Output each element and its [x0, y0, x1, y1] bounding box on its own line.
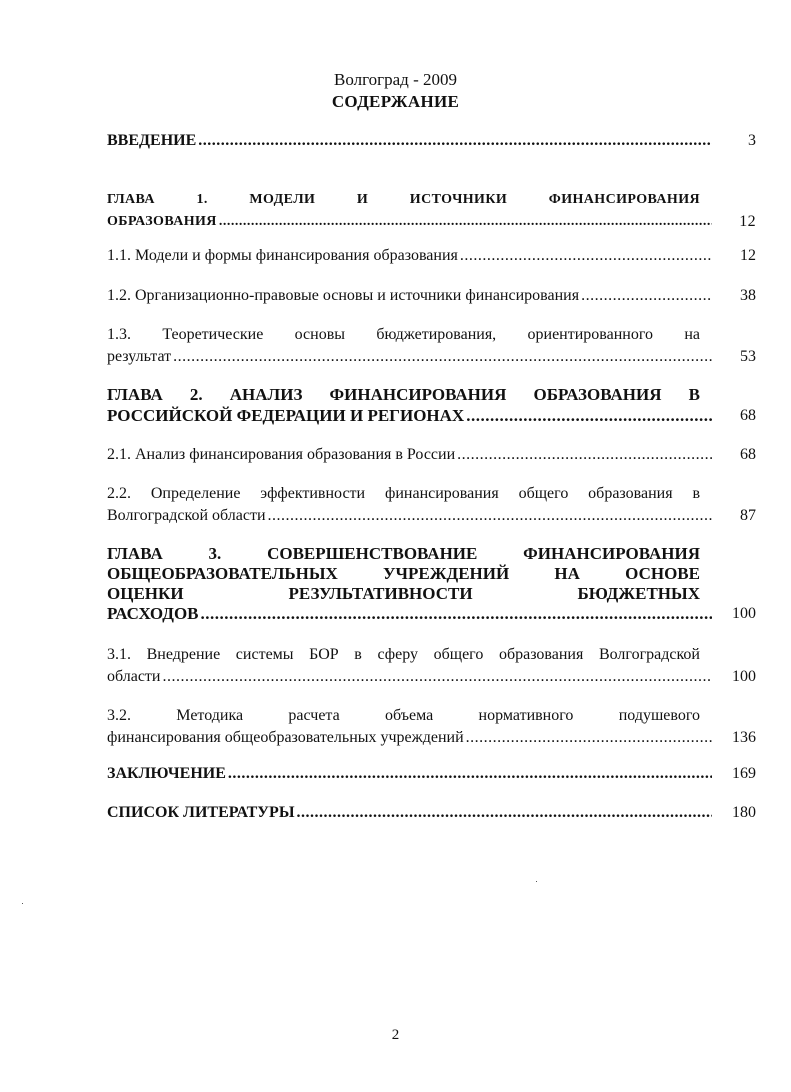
toc-conclusion[interactable]: [107, 764, 756, 784]
city-year: Волгоград - 2009: [334, 70, 457, 89]
toc-s3-2-line1: 3.2. Методика расчета объема нормативного подушевого: [107, 707, 700, 724]
toc-section-1-1[interactable]: [107, 246, 756, 266]
toc-s3-2-page: 136: [732, 729, 756, 746]
toc-section-2-2[interactable]: [107, 484, 756, 526]
scan-speck: [22, 903, 23, 904]
toc-references-page: 180: [732, 804, 756, 821]
leader-dots: [268, 506, 712, 526]
toc-intro-title: ВВЕДЕНИЕ: [107, 132, 197, 149]
toc-intro[interactable]: [107, 131, 756, 151]
toc-s3-1-line1: 3.1. Внедрение системы БОР в сферу общего образования Волгоградской: [107, 646, 700, 663]
leader-dots: [457, 445, 712, 465]
toc-s3-1-line2: области: [107, 668, 161, 685]
toc-chapter-1[interactable]: [107, 190, 756, 232]
toc-s2-1-title: 2.1. Анализ финансирования образования в России: [107, 446, 456, 463]
toc-s1-3-line1: 1.3. Теоретические основы бюджетирования, ориентированного на: [107, 326, 700, 343]
toc-ch2-page: 68: [740, 407, 756, 424]
leader-dots: [466, 406, 712, 426]
toc-ch3-line2: ОБЩЕОБРАЗОВАТЕЛЬНЫХ УЧРЕЖДЕНИЙ НА ОСНОВЕ: [107, 564, 700, 583]
toc-ch1-page: 12: [739, 213, 756, 230]
leader-dots: [581, 286, 712, 306]
toc-ch3-line1: ГЛАВА 3. СОВЕРШЕНСТВОВАНИЕ ФИНАНСИРОВАНИЯ: [107, 544, 700, 563]
toc-ch1-line2: ОБРАЗОВАНИЯ: [107, 214, 217, 229]
leader-dots: [228, 764, 712, 784]
toc-section-2-1[interactable]: [107, 445, 756, 465]
toc-s3-1-page: 100: [732, 668, 756, 685]
leader-dots: [173, 347, 712, 367]
leader-dots: [297, 803, 712, 823]
toc-s1-1-title: 1.1. Модели и формы финансирования образования: [107, 247, 458, 264]
toc-ch2-line2: РОССИЙСКОЙ ФЕДЕРАЦИИ И РЕГИОНАХ: [107, 406, 465, 425]
toc-conclusion-page: 169: [732, 765, 756, 782]
toc-s1-2-page: 38: [740, 287, 756, 304]
toc-s2-2-line2: Волгоградской области: [107, 507, 266, 524]
toc-ch3-line3: ОЦЕНКИ РЕЗУЛЬТАТИВНОСТИ БЮДЖЕТНЫХ: [107, 584, 700, 603]
scan-speck: [536, 881, 537, 882]
toc-s2-1-page: 68: [740, 446, 756, 463]
toc-chapter-3[interactable]: [107, 544, 756, 624]
toc-s1-1-page: 12: [740, 247, 756, 264]
leader-dots: [198, 131, 712, 151]
toc-s1-3-line2: результат: [107, 348, 172, 365]
toc-chapter-2[interactable]: [107, 385, 756, 426]
toc-ch2-line1: ГЛАВА 2. АНАЛИЗ ФИНАНСИРОВАНИЯ ОБРАЗОВАНИЯ В: [107, 385, 700, 404]
toc-s1-3-page: 53: [740, 348, 756, 365]
toc-references[interactable]: [107, 803, 756, 823]
toc-intro-page: 3: [748, 132, 756, 149]
page-title: СОДЕРЖАНИЕ: [331, 92, 460, 111]
toc-section-3-1[interactable]: [107, 645, 756, 687]
toc-ch3-line4: РАСХОДОВ: [107, 604, 199, 623]
toc-section-3-2[interactable]: [107, 706, 756, 748]
toc-s2-2-line1: 2.2. Определение эффективности финансирования общего образования в: [107, 485, 700, 502]
leader-dots: [162, 667, 712, 687]
leader-dots: [466, 728, 712, 748]
toc-references-title: СПИСОК ЛИТЕРАТУРЫ: [107, 804, 295, 821]
toc-s1-2-title: 1.2. Организационно-правовые основы и источники финансирования: [107, 287, 580, 304]
toc-section-1-2[interactable]: [107, 286, 756, 306]
leader-dots: [219, 212, 712, 232]
toc-ch1-line1: ГЛАВА 1. МОДЕЛИ И ИСТОЧНИКИ ФИНАНСИРОВАНИЯ: [107, 192, 700, 207]
toc-ch3-page: 100: [732, 605, 756, 622]
toc-section-1-3[interactable]: [107, 325, 756, 367]
toc-s2-2-page: 87: [740, 507, 756, 524]
leader-dots: [460, 246, 712, 266]
page-number: 2: [391, 1027, 400, 1043]
toc-conclusion-title: ЗАКЛЮЧЕНИЕ: [107, 765, 226, 782]
leader-dots: [201, 604, 712, 624]
toc-s3-2-line2: финансирования общеобразовательных учреждений: [107, 729, 464, 746]
